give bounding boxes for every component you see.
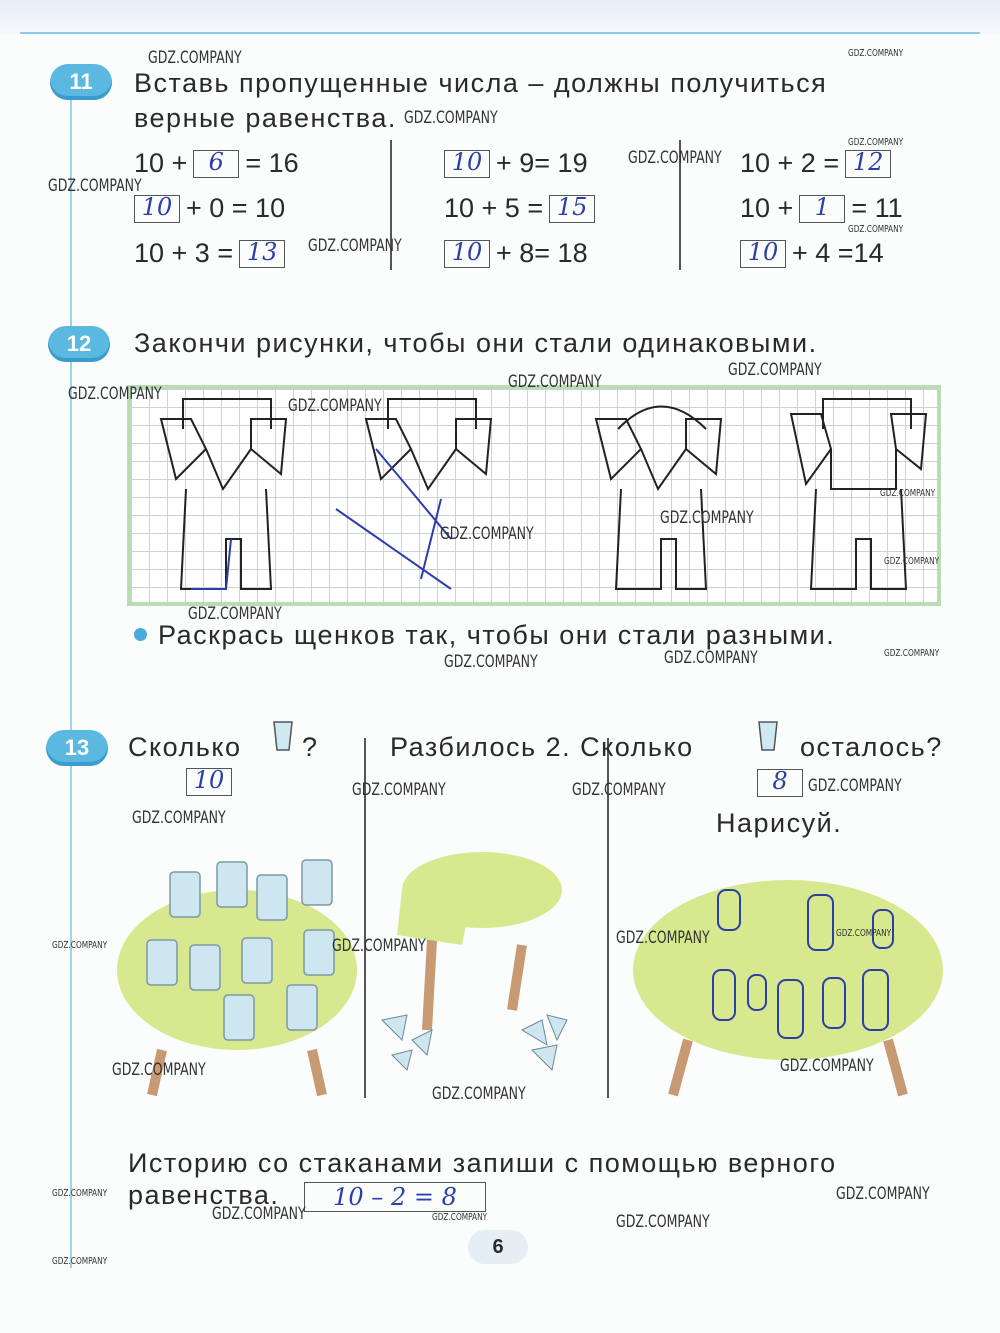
watermark-text: GDZ.COMPANY [112,1060,206,1080]
task-11-badge: 11 [50,64,112,100]
task-13-badge: 13 [46,730,108,766]
equation-row: 10 + 9= 19 [444,148,588,179]
task-13-question-2-tail: осталось? [800,732,943,762]
task-12-coloring-instruction: Раскрась щенков так, чтобы они стали разными. [158,620,836,650]
equation-row: 10 + 6 = 16 [134,147,299,178]
answer-box[interactable]: 15 [549,195,595,223]
answer-box[interactable]: 6 [193,150,239,178]
answer-box[interactable]: 1 [799,195,845,223]
answer-box-remaining[interactable]: 8 [757,769,803,797]
watermark-text: GDZ.COMPANY [432,1212,488,1223]
bullet-point [134,628,147,641]
equation-row: 10 + 0 = 10 [134,193,285,224]
watermark-text: GDZ.COMPANY [188,604,282,624]
answer-box[interactable]: 10 [134,195,180,223]
story-instruction-line1: Историю со стаканами запиши с помощью верного [128,1148,837,1178]
watermark-text: GDZ.COMPANY [68,384,162,404]
watermark-text: GDZ.COMPANY [52,1188,108,1199]
watermark-text: GDZ.COMPANY [440,524,534,544]
equation-answer-box[interactable]: 10 – 2 = 8 [304,1182,486,1212]
watermark-text: GDZ.COMPANY [444,652,538,672]
watermark-text: GDZ.COMPANY [48,176,142,196]
watermark-text: GDZ.COMPANY [780,1056,874,1076]
watermark-text: GDZ.COMPANY [52,1256,108,1267]
glass-icon [272,720,294,752]
puppy-outline-2 [366,399,491,489]
watermark-text: GDZ.COMPANY [616,1212,710,1232]
watermark-text: GDZ.COMPANY [836,928,892,939]
watermark-text: GDZ.COMPANY [848,224,904,235]
top-decor-band [0,0,1000,34]
watermark-text: GDZ.COMPANY [572,780,666,800]
watermark-text: GDZ.COMPANY [884,556,940,567]
puppy-drawings [131,389,940,602]
watermark-text: GDZ.COMPANY [308,236,402,256]
task-11-instruction-line1: Вставь пропущенные числа – должны получиться [134,68,828,98]
task-12-instruction: Закончи рисунки, чтобы они стали одинаковыми. [134,328,818,358]
glass-icon [757,720,779,752]
equation-row: 10 + 4 =14 [740,238,884,269]
task-13-question-1: Сколько [128,732,242,762]
story-instruction-line2: равенства. [128,1180,280,1210]
answer-box[interactable]: 10 [444,150,490,178]
equation-row: 10 + 5 = 15 [444,193,595,224]
puppy-outline-3 [596,407,721,590]
watermark-text: GDZ.COMPANY [884,648,940,659]
watermark-text: GDZ.COMPANY [836,1184,930,1204]
draw-instruction: Нарисуй. [716,808,843,838]
answer-box[interactable]: 12 [845,150,891,178]
watermark-text: GDZ.COMPANY [148,48,242,68]
question-mark: ? [302,732,319,762]
watermark-text: GDZ.COMPANY [628,148,722,168]
watermark-text: GDZ.COMPANY [848,48,904,59]
page-number: 6 [468,1230,528,1264]
watermark-text: GDZ.COMPANY [52,940,108,951]
puppy-outline-1 [161,399,286,589]
task-11-instruction-line2: верные равенства. [134,103,397,133]
left-margin-rule [70,88,72,1268]
watermark-text: GDZ.COMPANY [332,936,426,956]
answer-box[interactable]: 13 [239,240,285,268]
equation-row: 10 + 2 = 12 [740,148,891,179]
equation-row: 10 + 3 = 13 [134,238,285,269]
watermark-text: GDZ.COMPANY [848,137,904,148]
watermark-text: GDZ.COMPANY [212,1204,306,1224]
watermark-text: GDZ.COMPANY [880,488,936,499]
task-12-badge: 12 [48,326,110,362]
equation-row: 10 + 1 = 11 [740,192,903,223]
drawing-grid[interactable] [127,385,941,606]
watermark-text: GDZ.COMPANY [728,360,822,380]
answer-box-total[interactable]: 10 [186,768,232,796]
watermark-text: GDZ.COMPANY [808,776,902,796]
watermark-text: GDZ.COMPANY [664,648,758,668]
answer-box[interactable]: 10 [740,240,786,268]
equation-row: 10 + 8= 18 [444,238,588,269]
watermark-text: GDZ.COMPANY [660,508,754,528]
watermark-text: GDZ.COMPANY [288,396,382,416]
task-13-question-2: Разбилось 2. Сколько [390,732,694,762]
watermark-text: GDZ.COMPANY [508,372,602,392]
watermark-text: GDZ.COMPANY [132,808,226,828]
watermark-text: GDZ.COMPANY [404,108,498,128]
watermark-text: GDZ.COMPANY [432,1084,526,1104]
table-with-broken-glass [372,840,602,1100]
watermark-text: GDZ.COMPANY [616,928,710,948]
answer-box[interactable]: 10 [444,240,490,268]
watermark-text: GDZ.COMPANY [352,780,446,800]
top-rule [20,32,980,34]
